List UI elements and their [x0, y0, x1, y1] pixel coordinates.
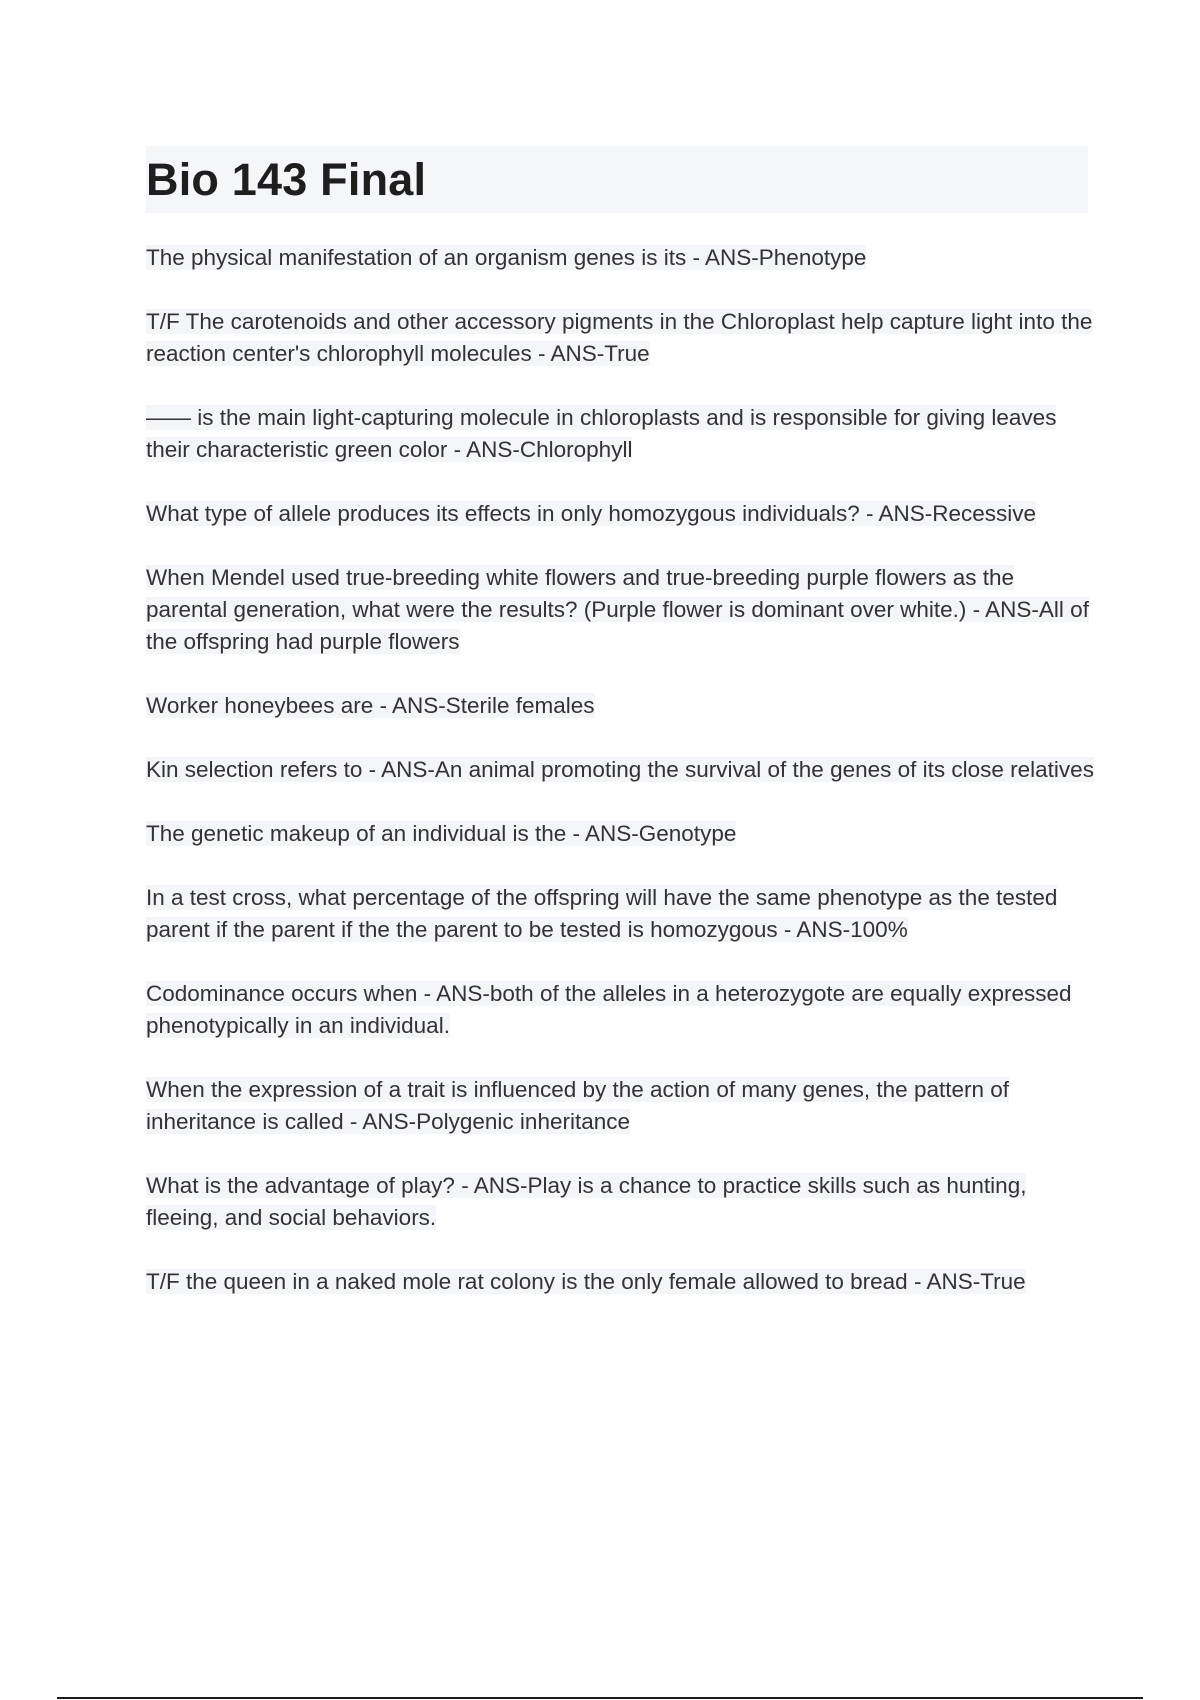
qa-list	[146, 242, 1096, 1330]
qa-item	[146, 978, 1096, 1042]
qa-text: When Mendel used true-breeding white flowers and true-breeding purple flowers as the parental generation, what were the results? (Purple flower is dominant over white.) - ANS-All of the offspring had purple flowers	[146, 565, 1089, 654]
qa-text: Worker honeybees are - ANS-Sterile females	[146, 693, 595, 718]
qa-item	[146, 754, 1096, 786]
qa-item	[146, 1074, 1096, 1138]
qa-item	[146, 498, 1096, 530]
qa-item	[146, 562, 1096, 658]
qa-text: The genetic makeup of an individual is the - ANS-Genotype	[146, 821, 737, 846]
qa-item	[146, 882, 1096, 946]
qa-text: The physical manifestation of an organism genes is its - ANS-Phenotype	[146, 245, 867, 270]
qa-item	[146, 1266, 1096, 1298]
qa-text: What type of allele produces its effects in only homozygous individuals? - ANS-Recessive	[146, 501, 1037, 526]
qa-item	[146, 818, 1096, 850]
title-block	[146, 146, 1088, 213]
qa-text: In a test cross, what percentage of the offspring will have the same phenotype as the tested parent if the parent if the the parent to be tested is homozygous - ANS-100%	[146, 885, 1058, 942]
qa-text: —— is the main light-capturing molecule in chloroplasts and is responsible for giving leaves their characteristic green color - ANS-Chlorophyll	[146, 405, 1057, 462]
qa-text: What is the advantage of play? - ANS-Play is a chance to practice skills such as hunting, fleeing, and social behaviors.	[146, 1173, 1027, 1230]
qa-item	[146, 306, 1096, 370]
page-title: Bio 143 Final	[146, 154, 427, 205]
qa-item	[146, 1170, 1096, 1234]
footer-rule	[57, 1697, 1143, 1699]
qa-item	[146, 242, 1096, 274]
qa-text: When the expression of a trait is influenced by the action of many genes, the pattern of inheritance is called - ANS-Polygenic inheritance	[146, 1077, 1010, 1134]
qa-text: T/F The carotenoids and other accessory pigments in the Chloroplast help capture light into the reaction center's chlorophyll molecules - ANS-True	[146, 309, 1093, 366]
qa-text: Codominance occurs when - ANS-both of the alleles in a heterozygote are equally expressed phenotypically in an individual.	[146, 981, 1072, 1038]
qa-item	[146, 690, 1096, 722]
qa-text: T/F the queen in a naked mole rat colony is the only female allowed to bread - ANS-True	[146, 1269, 1026, 1294]
qa-text: Kin selection refers to - ANS-An animal promoting the survival of the genes of its close relatives	[146, 757, 1094, 782]
qa-item	[146, 402, 1096, 466]
